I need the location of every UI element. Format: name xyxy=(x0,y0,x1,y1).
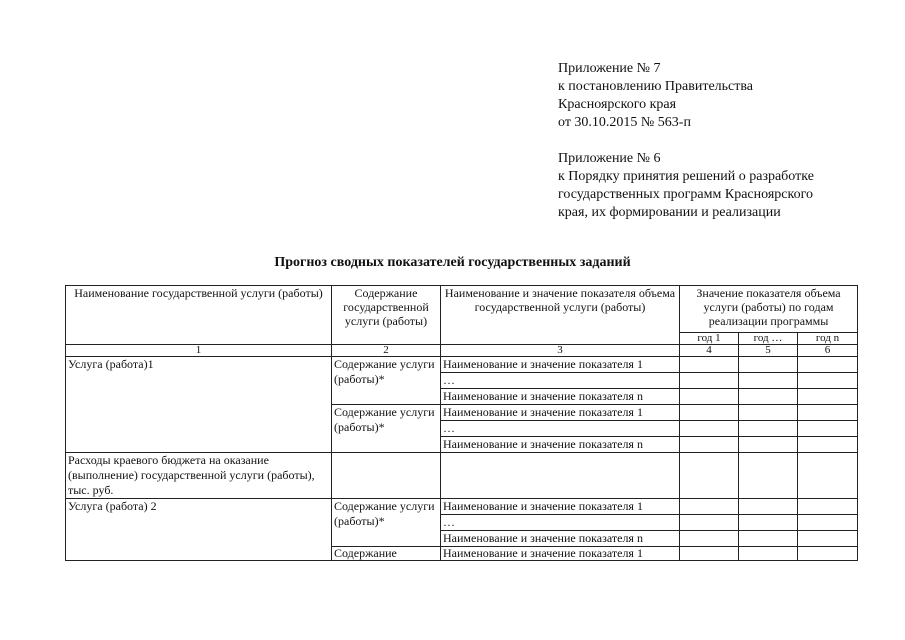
appendix-line: Красноярского края xyxy=(558,97,677,112)
expenses-cell: Расходы краевого бюджета на оказание (выполнение) государственной услуги (работы), тыс. руб. xyxy=(66,453,332,499)
table-row xyxy=(66,499,858,515)
appendix-line: к постановлению Правительства xyxy=(558,79,754,94)
value-cell xyxy=(680,421,739,437)
column-numbers-row xyxy=(66,345,858,357)
header-yearly-values: Значение показателя объема услуги (работы) по годам реализации программы xyxy=(680,286,858,333)
indicator-cell: … xyxy=(441,515,680,531)
value-cell xyxy=(680,547,739,561)
value-cell xyxy=(680,531,739,547)
value-cell xyxy=(739,405,798,421)
appendix-block xyxy=(558,60,878,222)
column-number: 6 xyxy=(798,345,858,357)
header-year-1: год 1 xyxy=(680,333,739,345)
indicator-cell: … xyxy=(441,421,680,437)
value-cell xyxy=(680,515,739,531)
value-cell xyxy=(739,499,798,515)
appendix-line: Приложение № 6 xyxy=(558,151,661,166)
column-number: 1 xyxy=(66,345,332,357)
value-cell xyxy=(680,389,739,405)
value-cell xyxy=(798,453,858,499)
value-cell xyxy=(680,499,739,515)
appendix-line: к Порядку принятия решений о разработке xyxy=(558,169,814,184)
table-row xyxy=(66,357,858,373)
value-cell xyxy=(680,453,739,499)
service-name-cell: Услуга (работа) 2 xyxy=(66,499,332,561)
service-content-cell: Содержание услуги (работы)* xyxy=(332,405,441,453)
value-cell xyxy=(680,373,739,389)
value-cell xyxy=(798,421,858,437)
value-cell xyxy=(798,437,858,453)
value-cell xyxy=(798,499,858,515)
spacer xyxy=(558,132,878,150)
header-service-name: Наименование государственной услуги (работы) xyxy=(66,286,332,345)
column-number: 4 xyxy=(680,345,739,357)
indicator-cell: Наименование и значение показателя 1 xyxy=(441,357,680,373)
value-cell xyxy=(739,373,798,389)
value-cell xyxy=(798,547,858,561)
indicators-table xyxy=(65,285,858,561)
column-number: 3 xyxy=(441,345,680,357)
value-cell xyxy=(798,389,858,405)
indicator-cell: Наименование и значение показателя n xyxy=(441,437,680,453)
value-cell xyxy=(739,389,798,405)
document-title: Прогноз сводных показателей государственных заданий xyxy=(274,255,631,270)
value-cell xyxy=(798,405,858,421)
value-cell xyxy=(680,405,739,421)
value-cell xyxy=(739,453,798,499)
header-year-n: год n xyxy=(798,333,858,345)
header-service-content: Содержание государственной услуги (работы) xyxy=(332,286,441,345)
value-cell xyxy=(739,437,798,453)
value-cell xyxy=(798,531,858,547)
indicator-cell: Наименование и значение показателя 1 xyxy=(441,405,680,421)
service-content-cell: Содержание xyxy=(332,547,441,561)
value-cell xyxy=(739,357,798,373)
value-cell xyxy=(739,515,798,531)
empty-cell xyxy=(441,453,680,499)
appendix-line: края, их формировании и реализации xyxy=(558,205,781,220)
appendix-line: от 30.10.2015 № 563-п xyxy=(558,115,691,130)
service-content-cell: Содержание услуги (работы)* xyxy=(332,357,441,405)
indicator-cell: Наименование и значение показателя 1 xyxy=(441,499,680,515)
column-number: 5 xyxy=(739,345,798,357)
header-indicator: Наименование и значение показателя объема государственной услуги (работы) xyxy=(441,286,680,345)
indicator-cell: Наименование и значение показателя n xyxy=(441,389,680,405)
appendix-line: государственных программ Красноярского xyxy=(558,187,813,202)
empty-cell xyxy=(332,453,441,499)
value-cell xyxy=(798,373,858,389)
indicator-cell: Наименование и значение показателя n xyxy=(441,531,680,547)
header-year-mid: год … xyxy=(739,333,798,345)
appendix-line: Приложение № 7 xyxy=(558,61,661,76)
value-cell xyxy=(739,421,798,437)
table-header-row xyxy=(66,286,858,333)
service-content-cell: Содержание услуги (работы)* xyxy=(332,499,441,547)
value-cell xyxy=(798,515,858,531)
indicator-cell: … xyxy=(441,373,680,389)
column-number: 2 xyxy=(332,345,441,357)
value-cell xyxy=(680,437,739,453)
indicator-cell: Наименование и значение показателя 1 xyxy=(441,547,680,561)
table-row-expenses xyxy=(66,453,858,499)
value-cell xyxy=(798,357,858,373)
value-cell xyxy=(680,357,739,373)
value-cell xyxy=(739,531,798,547)
service-name-cell: Услуга (работа)1 xyxy=(66,357,332,453)
value-cell xyxy=(739,547,798,561)
